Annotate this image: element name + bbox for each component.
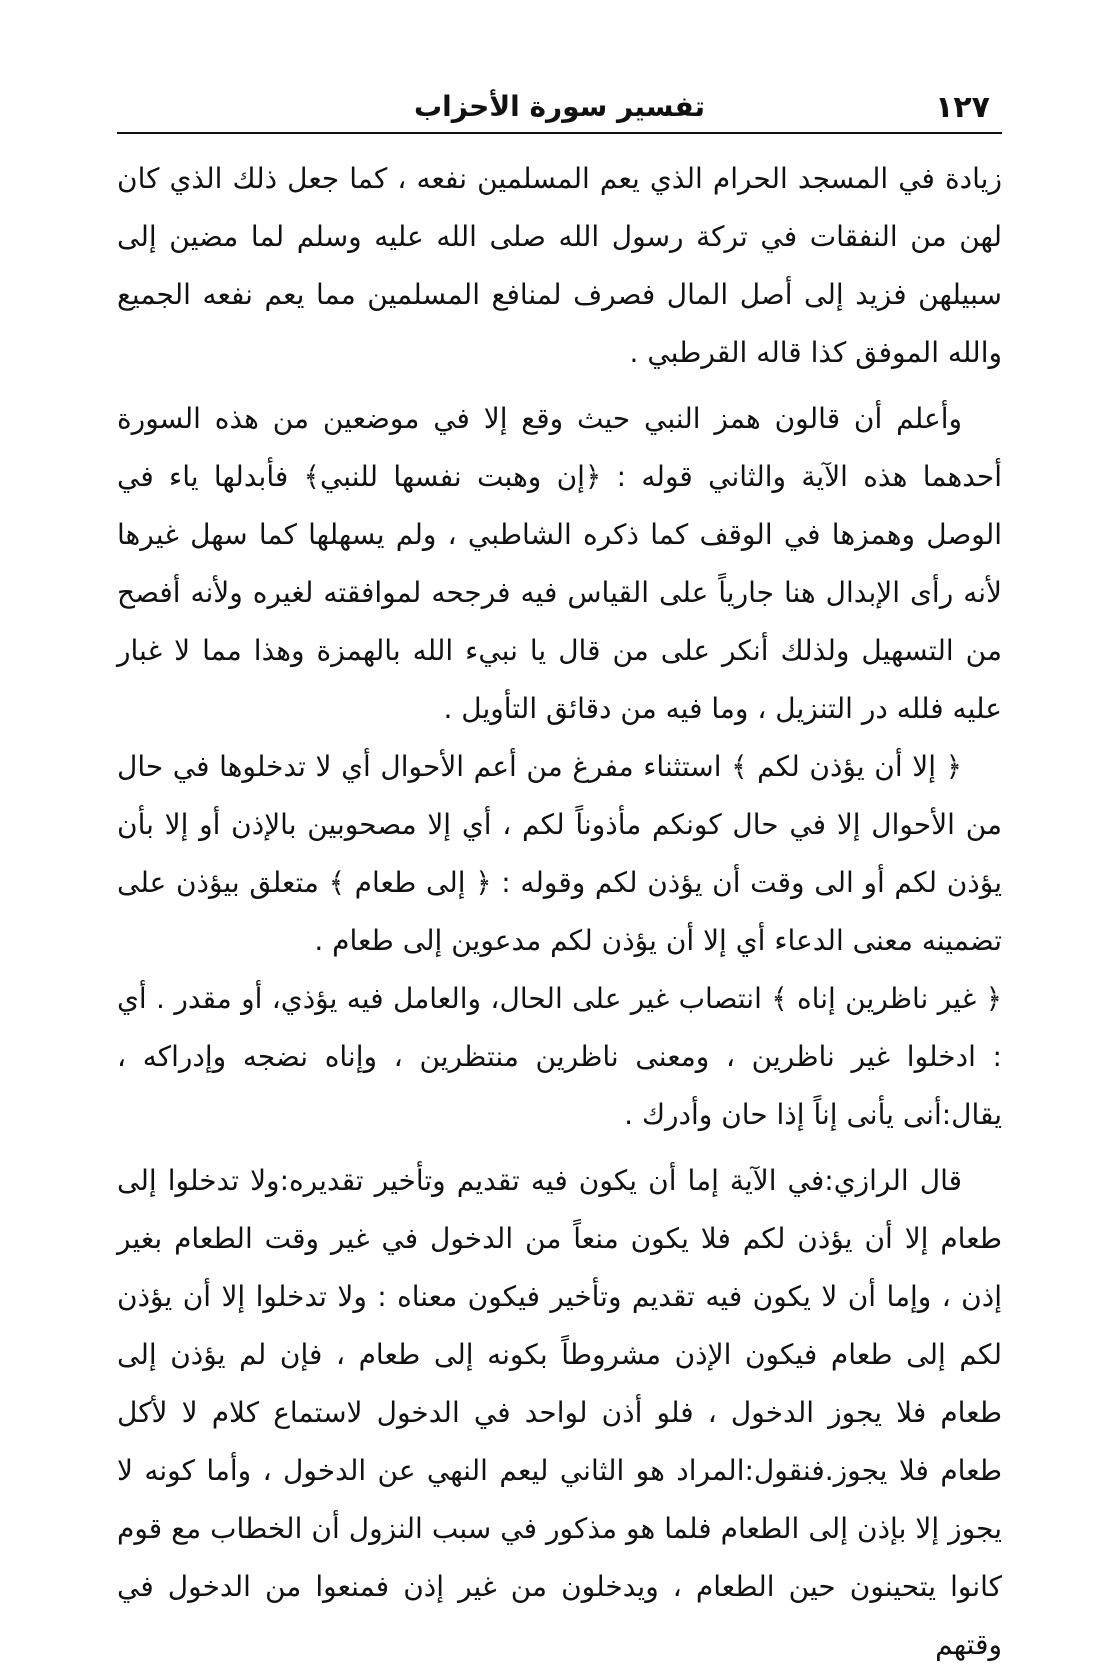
page-number: ١٢٧ <box>935 90 990 125</box>
paragraph-3: ﴿ إلا أن يؤذن لكم ﴾ استثناء مفرغ من أعم الأحوال أي لا تدخلوها في حال من الأحوال إلا في حال كونكم مأذوناً لكم ، أي إلا مصحوبين بالإذن أو إلا بأن يؤذن لكم أو الى وقت أن يؤذن لكم وقوله : ﴿ إلى طعام ﴾ متعلق بيؤذن على تضمينه معنى الدعاء أي إلا أن يؤذن لكم مدعوين إلى طعام . <box>117 750 1002 957</box>
paragraph-1: زيادة في المسجد الحرام الذي يعم المسلمين نفعه ، كما جعل ذلك الذي كان لهن من النفقات في تركة رسول الله صلى الله عليه وسلم لما مضين إلى سبيلهن فزيد إلى أصل المال فصرف لمنافع المسلمين مما يعم نفعه الجميع والله الموفق كذا قاله القرطبي . <box>117 162 1002 369</box>
paragraph-5: قال الرازي:في الآية إما أن يكون فيه تقديم وتأخير تقديره:ولا تدخلوا إلى طعام إلا أن يؤذن لكم فلا يكون منعاً من الدخول في غير وقت الطعام بغير إذن ، وإما أن لا يكون فيه تقديم وتأخير فيكون معناه : ولا تدخلوا إلا أن يؤذن لكم إلى طعام فيكون الإذن مشروطاً بكونه إلى طعام ، فإن لم يؤذن إلى طعام فلا يجوز الدخول ، فلو أذن لواحد في الدخول لاستماع كلام لا لأكل طعام فلا يجوز.فنقول:المراد هو الثاني ليعم النهي عن الدخول ، وأما كونه لا يجوز إلا بإذن إلى الطعام فلما هو مذكور في سبب النزول أن الخطاب مع قوم كانوا يتحينون حين الطعام ، ويدخلون من غير إذن فمنعوا من الدخول في وقتهم <box>117 1164 1002 1661</box>
running-title: تفسير سورة الأحزاب <box>413 90 706 123</box>
page-header <box>117 86 1002 134</box>
body-text <box>117 150 1002 1674</box>
paragraph-4: ﴿ غير ناظرين إناه ﴾ انتصاب غير على الحال، والعامل فيه يؤذي، أو مقدر . أي : ادخلوا غير ناظرين ، ومعنى ناظرين منتظرين ، وإناه نضجه وإدراكه ، يقال:أنى يأنى إناً إذا حان وأدرك . <box>117 982 1002 1131</box>
paragraph-2: وأعلم أن قالون همز النبي حيث وقع إلا في موضعين من هذه السورة أحدهما هذه الآية والثاني قوله : ﴿إن وهبت نفسها للنبي﴾ فأبدلها ياء في الوصل وهمزها في الوقف كما ذكره الشاطبي ، ولم يسهلها كما سهل غيرها لأنه رأى الإبدال هنا جارياً على القياس فيه فرجحه لموافقته لغيره ولأنه أفصح من التسهيل ولذلك أنكر على من قال يا نبيء الله بالهمزة وهذا مما لا غبار عليه فلله در التنزيل ، وما فيه من دقائق التأويل . <box>117 402 1002 725</box>
